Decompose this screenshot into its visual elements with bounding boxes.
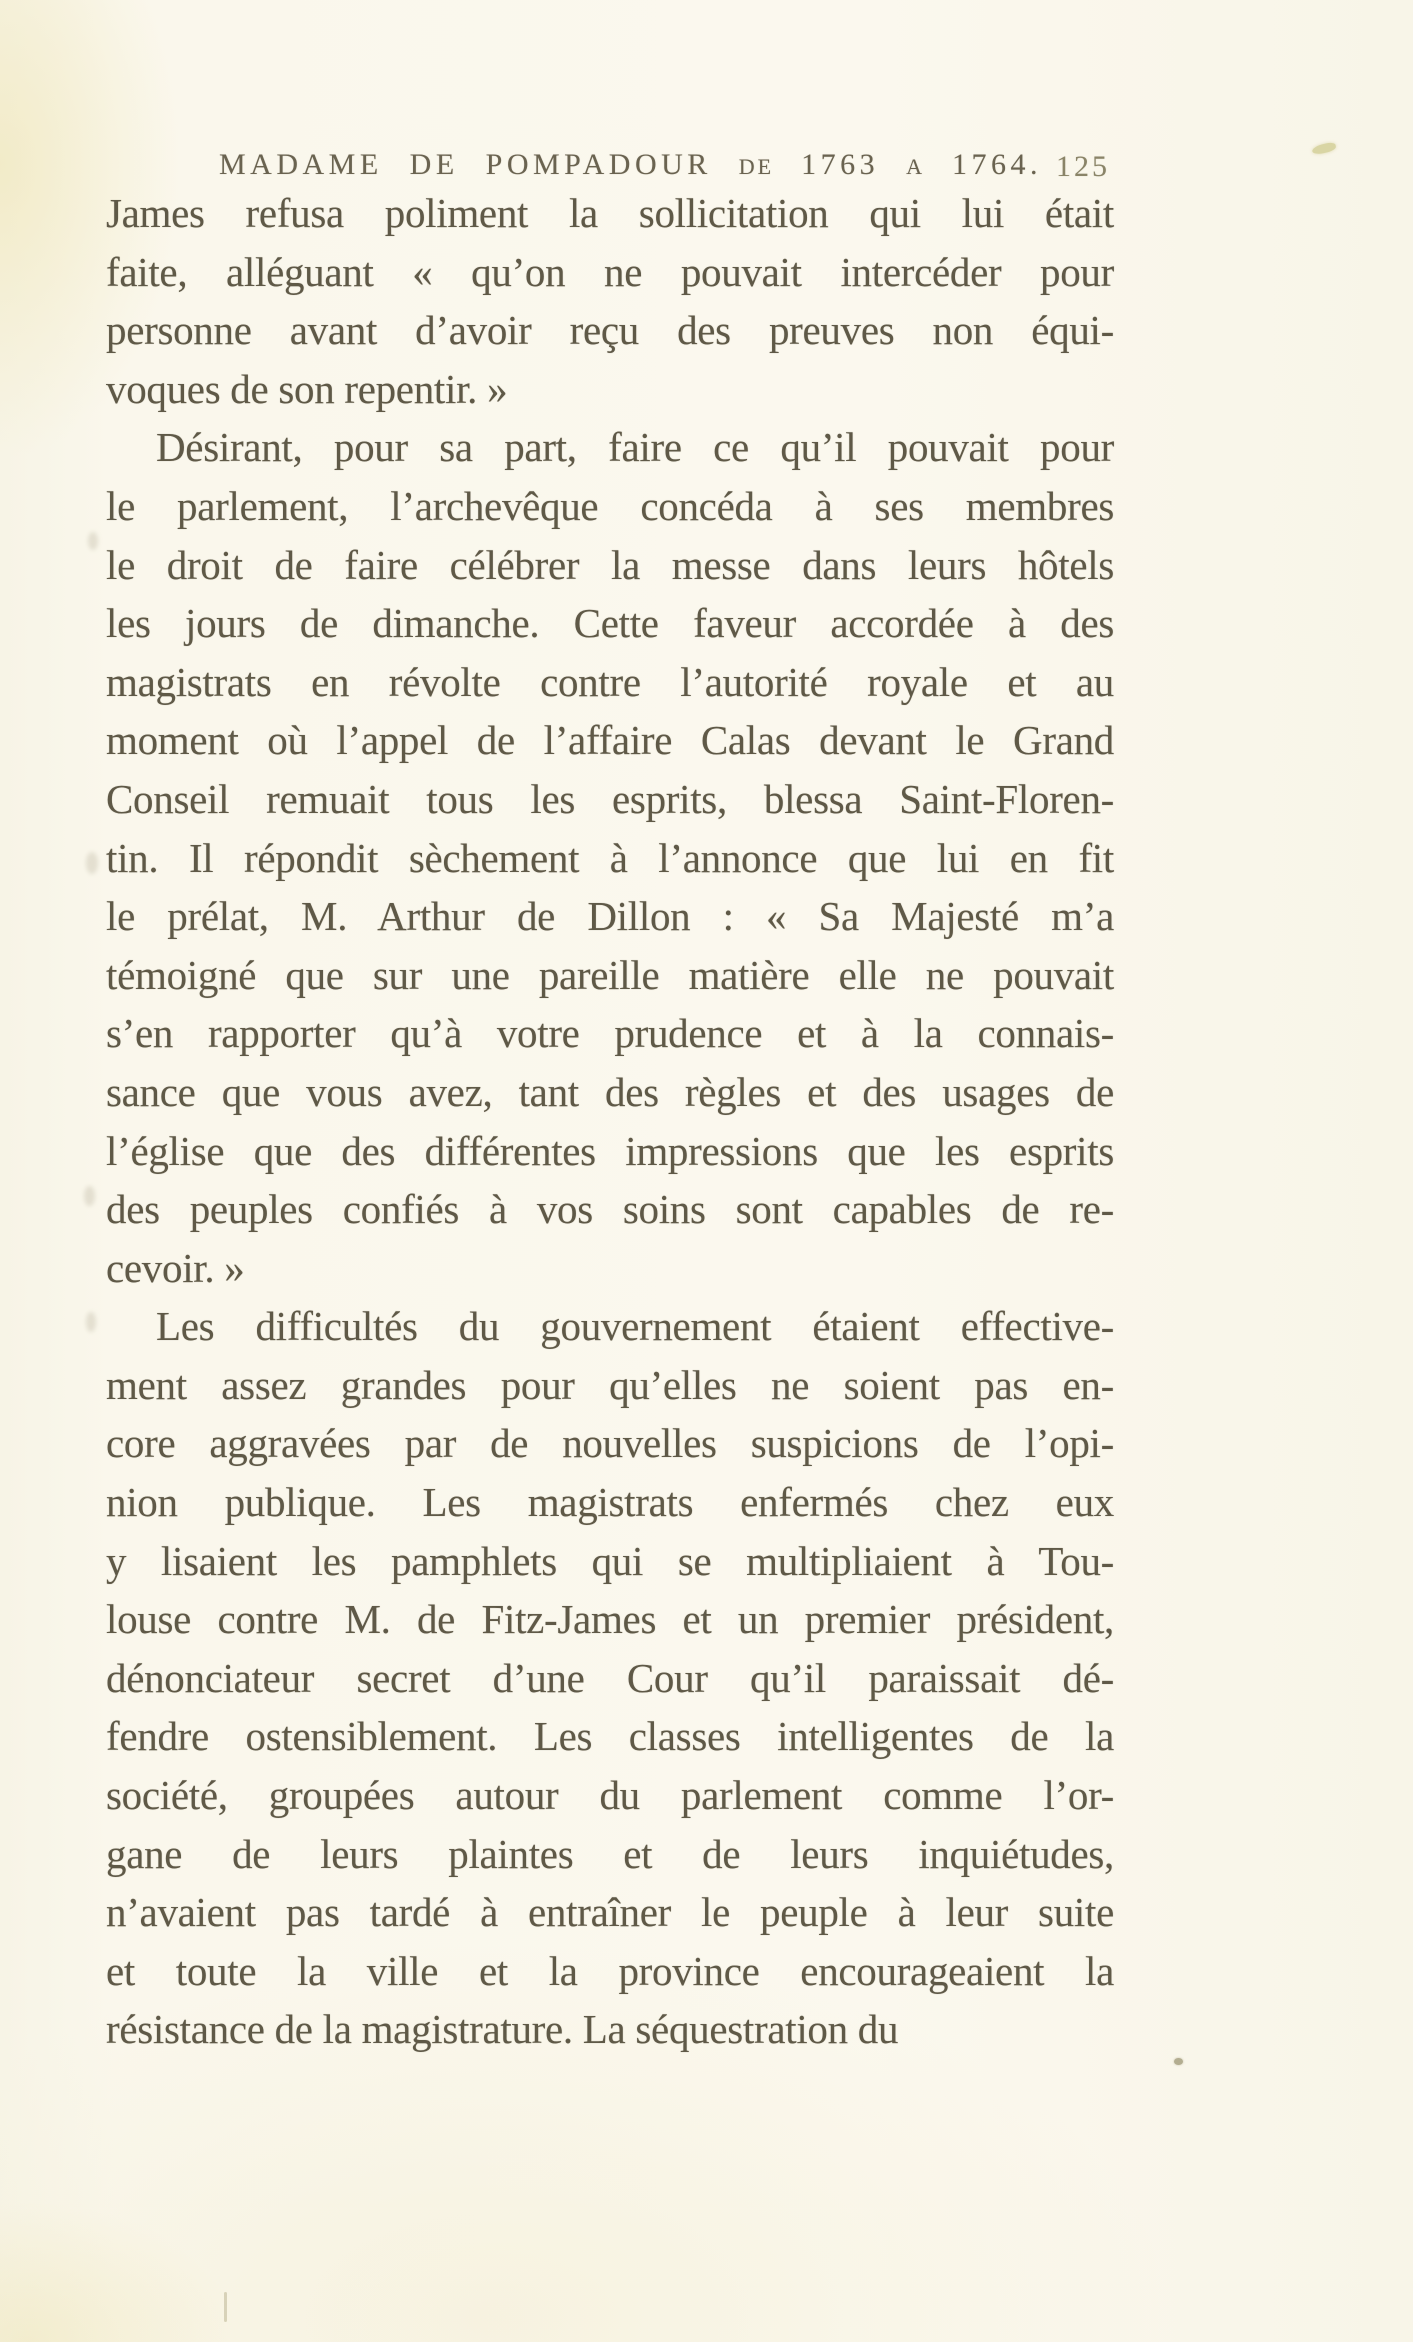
- running-title-de: DE: [738, 154, 775, 179]
- text-line: sance que vous avez, tant des règles et des usages de: [106, 1068, 1114, 1115]
- text-line: moment où l’appel de l’affaire Calas devant le Grand: [106, 717, 1114, 764]
- text-line: y lisaient les pamphlets qui se multipliaient à Tou-: [106, 1537, 1114, 1584]
- text-line: dénonciateur secret d’une Cour qu’il paraissait dé-: [106, 1654, 1114, 1701]
- ink-showthrough: [86, 852, 98, 874]
- text-line: n’avaient pas tardé à entraîner le peuple à leur suite: [106, 1889, 1114, 1936]
- text-line: le prélat, M. Arthur de Dillon : « Sa Majesté m’a: [106, 893, 1114, 940]
- text-line: core aggravées par de nouvelles suspicions de l’opi-: [106, 1420, 1114, 1467]
- running-title: [219, 148, 1042, 182]
- text-line: Conseil remuait tous les esprits, blessa Saint-Floren-: [106, 775, 1114, 822]
- text-line: des peuples confiés à vos soins sont capables de re-: [106, 1186, 1114, 1233]
- running-title-year-to: 1764.: [952, 148, 1043, 181]
- text-line: le droit de faire célébrer la messe dans leurs hôtels: [106, 541, 1114, 588]
- text-line: magistrats en révolte contre l’autorité royale et au: [106, 658, 1114, 705]
- text-line: personne avant d’avoir reçu des preuves non équi-: [106, 307, 1114, 354]
- text-line: Les difficultés du gouvernement étaient effective-: [156, 1303, 1114, 1350]
- ink-showthrough: [88, 532, 98, 550]
- ink-showthrough: [86, 1312, 96, 1332]
- text-line: ment assez grandes pour qu’elles ne soient pas en-: [106, 1361, 1114, 1408]
- ink-showthrough: [84, 1186, 95, 1206]
- paper-speck: [1174, 2058, 1183, 2065]
- text-line: l’église que des différentes impressions que les esprits: [106, 1127, 1114, 1174]
- text-line: témoigné que sur une pareille matière elle ne pouvait: [106, 951, 1114, 998]
- text-line: Désirant, pour sa part, faire ce qu’il pouvait pour: [156, 424, 1114, 471]
- running-title-a: A: [906, 154, 926, 179]
- paper-speck: [1311, 142, 1336, 156]
- text-line: s’en rapporter qu’à votre prudence et à la connais-: [106, 1010, 1114, 1057]
- text-line: nion publique. Les magistrats enfermés chez eux: [106, 1479, 1114, 1526]
- text-line: résistance de la magistrature. La séquestration du: [106, 2006, 899, 2053]
- text-line: les jours de dimanche. Cette faveur accordée à des: [106, 600, 1114, 647]
- paper-speck: [224, 2292, 227, 2322]
- text-line: cevoir. »: [106, 1244, 245, 1291]
- text-line: fendre ostensiblement. Les classes intelligentes de la: [106, 1713, 1114, 1760]
- running-title-year-from: 1763: [801, 148, 880, 181]
- body-text: [106, 184, 1114, 2059]
- text-line: et toute la ville et la province encourageaient la: [106, 1947, 1114, 1994]
- text-line: gane de leurs plaintes et de leurs inquiétudes,: [106, 1830, 1114, 1877]
- running-title-text: MADAME DE POMPADOUR: [219, 148, 712, 181]
- text-line: tin. Il répondit sèchement à l’annonce que lui en fit: [106, 834, 1114, 881]
- page-number: 125: [1056, 150, 1110, 183]
- text-line: James refusa poliment la sollicitation qui lui était: [106, 190, 1114, 236]
- text-line: voques de son repentir. »: [106, 365, 508, 412]
- text-line: faite, alléguant « qu’on ne pouvait intercéder pour: [106, 248, 1114, 295]
- text-line: société, groupées autour du parlement comme l’or-: [106, 1772, 1114, 1819]
- text-line: le parlement, l’archevêque concéda à ses membres: [106, 482, 1114, 529]
- text-line: louse contre M. de Fitz-James et un premier président,: [106, 1596, 1114, 1643]
